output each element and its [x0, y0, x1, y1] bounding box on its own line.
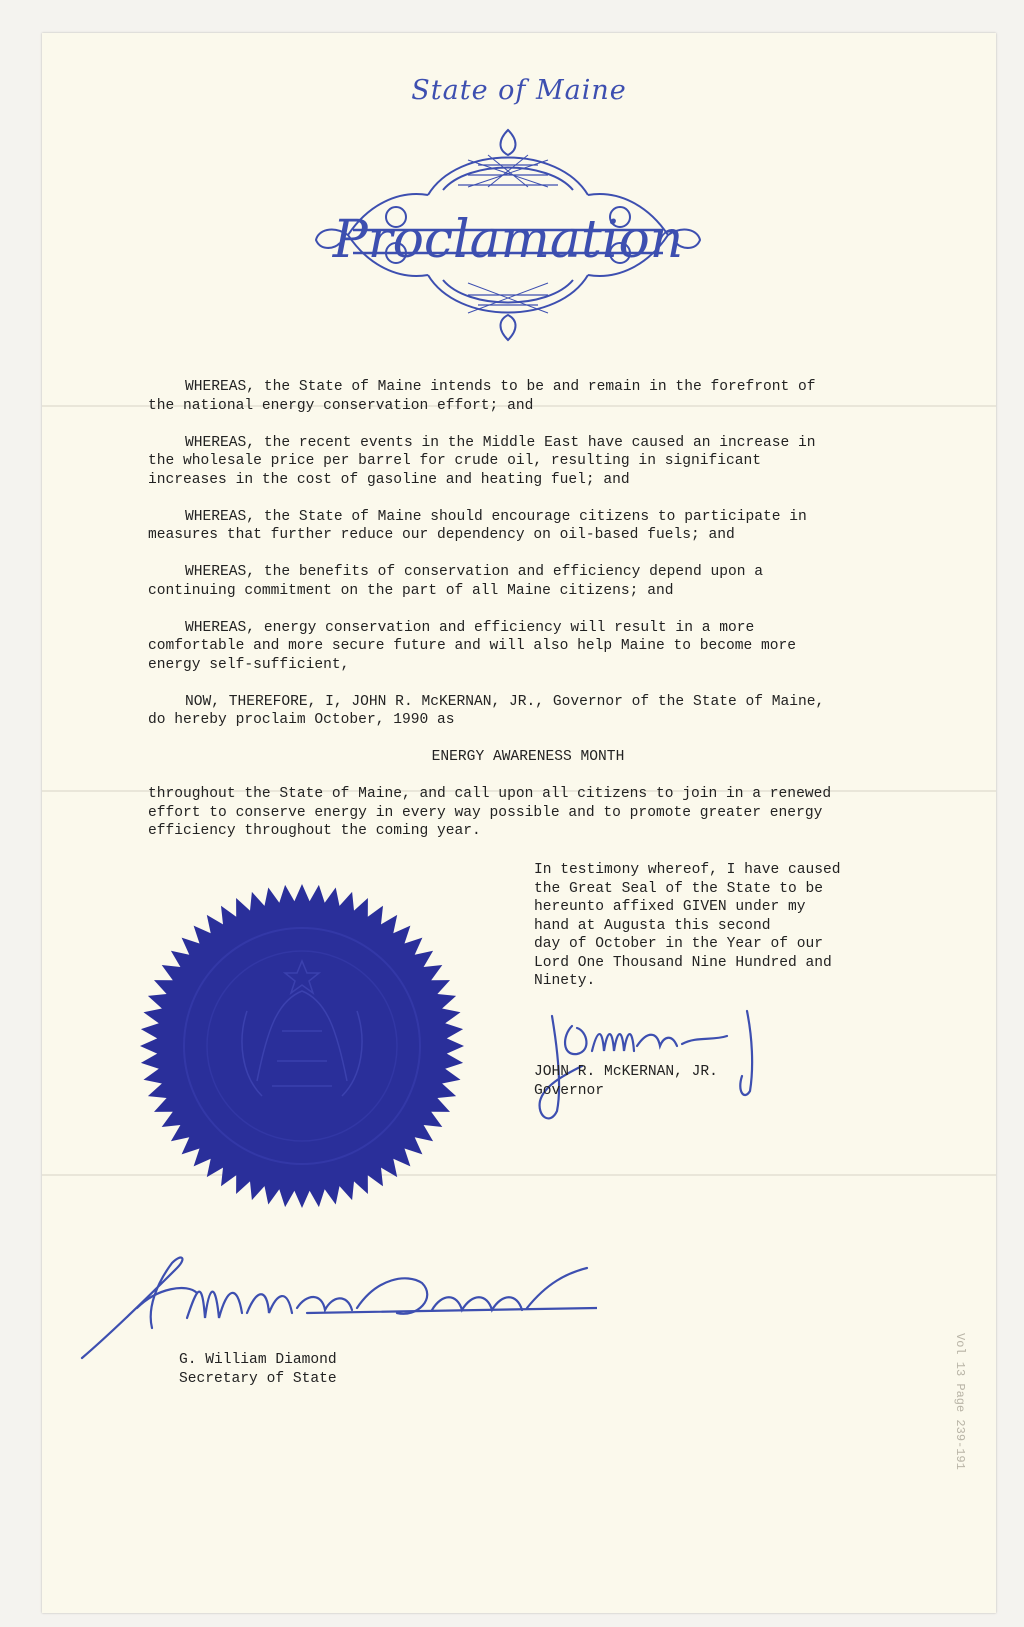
- proclamation-title: Proclamation: [332, 210, 684, 270]
- whereas-paragraph: WHEREAS, energy conservation and efficiency will result in a more comfortable and more secure future and will also help Maine to become more energy self-sufficient,: [148, 619, 797, 673]
- great-seal: [137, 881, 467, 1211]
- proclamation-document: [42, 33, 996, 1613]
- governor-title: Governor: [534, 1082, 605, 1099]
- secretary-title: Secretary of State: [179, 1370, 337, 1387]
- testimony-block: In testimony whereof, I have caused the Great Seal of the State to be hereunto affixed GIVEN under my hand at Augusta this second day of October in the Year of our Lord One Thousand Nine Hundred and Ninety.: [534, 862, 841, 989]
- record-stamp: Vol 13 Page 239-191: [953, 1333, 967, 1470]
- whereas-paragraph: WHEREAS, the benefits of conservation and efficiency depend upon a continuing commitment on the part of all Maine citizens; and: [148, 564, 764, 599]
- therefore-paragraph: NOW, THEREFORE, I, JOHN R. McKERNAN, JR., Governor of the State of Maine, do hereby proclaim October, 1990 as: [148, 693, 825, 728]
- secretary-name: G. William Diamond: [179, 1352, 337, 1368]
- governor-signature-block: [534, 1063, 718, 1100]
- governor-name: JOHN R. McKERNAN, JR.: [534, 1064, 718, 1080]
- secretary-signature-block: [179, 1351, 337, 1388]
- whereas-paragraph: WHEREAS, the State of Maine intends to be and remain in the forefront of the national energy conservation effort; and: [148, 379, 816, 414]
- proclamation-ornament: [308, 125, 708, 355]
- whereas-paragraph: WHEREAS, the recent events in the Middle East have caused an increase in the wholesale price per barrel for crude oil, resulting in significant increases in the cost of gasoline and heating fuel; and: [148, 434, 816, 488]
- proclamation-heading: ENERGY AWARENESS MONTH: [431, 749, 625, 765]
- closing-paragraph: throughout the State of Maine, and call upon all citizens to join in a renewed effort to conserve energy in every way possible and to promote greater energy efficiency throughout the coming year.: [148, 786, 832, 839]
- whereas-paragraph: WHEREAS, the State of Maine should encourage citizens to participate in measures that further reduce our dependency on oil-based fuels; and: [148, 508, 807, 543]
- state-title: State of Maine: [411, 75, 627, 106]
- proclamation-body: [148, 378, 908, 859]
- secretary-signature: [77, 1248, 597, 1378]
